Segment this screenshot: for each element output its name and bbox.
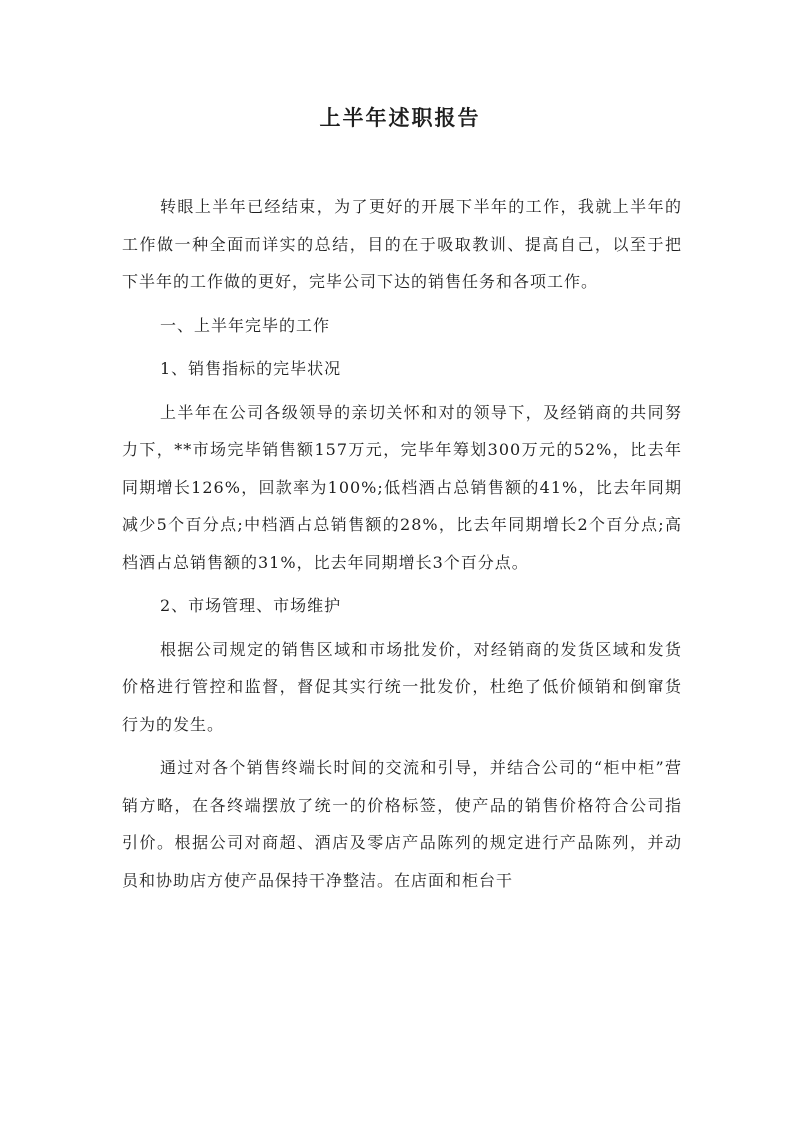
paragraph-sales: 上半年在公司各级领导的亲切关怀和对的领导下，及经销商的共同努力下，**市场完毕销售额157万元，完毕年筹划300万元的52%，比去年同期增长126%，回款率为100%;低档酒占总销售额的41%，比去年同期减少5个百分点;中档酒占总销售额的28%，比去年同期增长2个百分点;高档酒占总销售额的31%，比去年同期增长3个百分点。	[122, 402, 682, 572]
paragraph-market-management: 根据公司规定的销售区域和市场批发价，对经销商的发货区域和发货价格进行管控和监督，督促其实行统一批发价，杜绝了低价倾销和倒窜货行为的发生。	[122, 639, 682, 734]
document-title: 上半年述职报告	[319, 105, 481, 130]
paragraph-terminal-communication: 通过对各个销售终端长时间的交流和引导，并结合公司的“柜中柜”营销方略，在各终端摆放了统一的价格标签，使产品的销售价格符合公司指引价。根据公司对商超、酒店及零店产品陈列的规定进行产品陈列，并动员和协助店方使产品保持干净整洁。在店面和柜台干	[122, 758, 682, 890]
subsection-heading-1: 1、销售指标的完毕状况	[160, 359, 342, 378]
subsection-heading-2: 2、市场管理、市场维护	[160, 596, 342, 615]
section-heading-1: 一、上半年完毕的工作	[160, 315, 331, 335]
paragraph-intro: 转眼上半年已经结束，为了更好的开展下半年的工作，我就上半年的工作做一种全面而详实的总结，目的在于吸取教训、提高自己，以至于把下半年的工作做的更好，完毕公司下达的销售任务和各项工作。	[122, 197, 682, 291]
document-body	[122, 188, 682, 899]
